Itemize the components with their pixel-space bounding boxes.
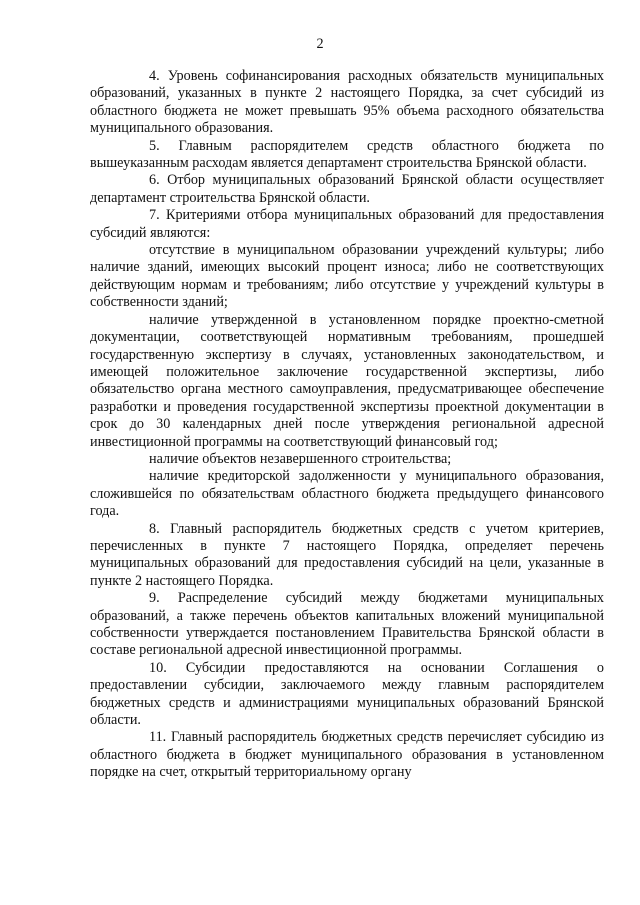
paragraph-6: 6. Отбор муниципальных образований Брянской области осуществляет департамент строительства Брянской области. <box>90 172 604 206</box>
criterion-item: наличие кредиторской задолженности у муниципального образования, сложившейся по обязательствам областного бюджета предыдущего финансового года. <box>90 468 604 520</box>
criterion-item: наличие объектов незавершенного строительства; <box>149 450 452 467</box>
paragraph-10: 10. Субсидии предоставляются на основании Соглашения о предоставлении субсидии, заключаемого между главным распорядителем бюджетных средств и администрациями муниципальных образований Брянской области. <box>90 659 604 729</box>
paragraph-8: 8. Главный распорядитель бюджетных средств с учетом критериев, перечисленных в пункте 7 настоящего Порядка, определяет перечень муниципальных образований для предоставления субсидий на цели, указанные в пункте 2 настоящего Порядка. <box>90 520 604 589</box>
paragraph-5: 5. Главным распорядителем средств областного бюджета по вышеуказанным расходам является департамент строительства Брянской области. <box>90 137 604 172</box>
document-body <box>90 68 604 782</box>
paragraph-7: 7. Критериями отбора муниципальных образований для предоставления субсидий являются: <box>90 207 604 241</box>
criterion-item: отсутствие в муниципальном образовании учреждений культуры; либо наличие зданий, имеющих высокий процент износа; либо не соответствующих действующим нормам и требованиям; либо отсутствие у учреждений культуры в собственности зданий; <box>90 242 604 311</box>
criterion-item: наличие утвержденной в установленном порядке проектно-сметной документации, соответствующей нормативным требованиям, прошедшей государственную экспертизу в случаях, установленных законодательством, и имеющей положительное заключение государственной экспертизы, либо обязательство органа местного самоуправления, предусматривающее обеспечение разработки и проведения государственной экспертизы проектной документации в срок до 30 календарных дней после утверждения региональной адресной инвестиционной программы на соответствующий финансовый год; <box>90 311 604 450</box>
page-number: 2 <box>316 36 324 52</box>
paragraph-4: 4. Уровень софинансирования расходных обязательств муниципальных образований, указанных в пункте 2 настоящего Порядка, за счет субсидий из областного бюджета не может превышать 95% объема расходного обязательства муниципального образования. <box>90 68 604 137</box>
paragraph-9: 9. Распределение субсидий между бюджетами муниципальных образований, а также перечень объектов капитальных вложений муниципальной собственности утверждается постановлением Правительства Брянской области в составе региональной адресной инвестиционной программы. <box>90 590 604 659</box>
paragraph-11: 11. Главный распорядитель бюджетных средств перечисляет субсидию из областного бюджета в бюджет муниципального образования в установленном порядке на счет, открытый территориальному органу <box>90 729 604 781</box>
